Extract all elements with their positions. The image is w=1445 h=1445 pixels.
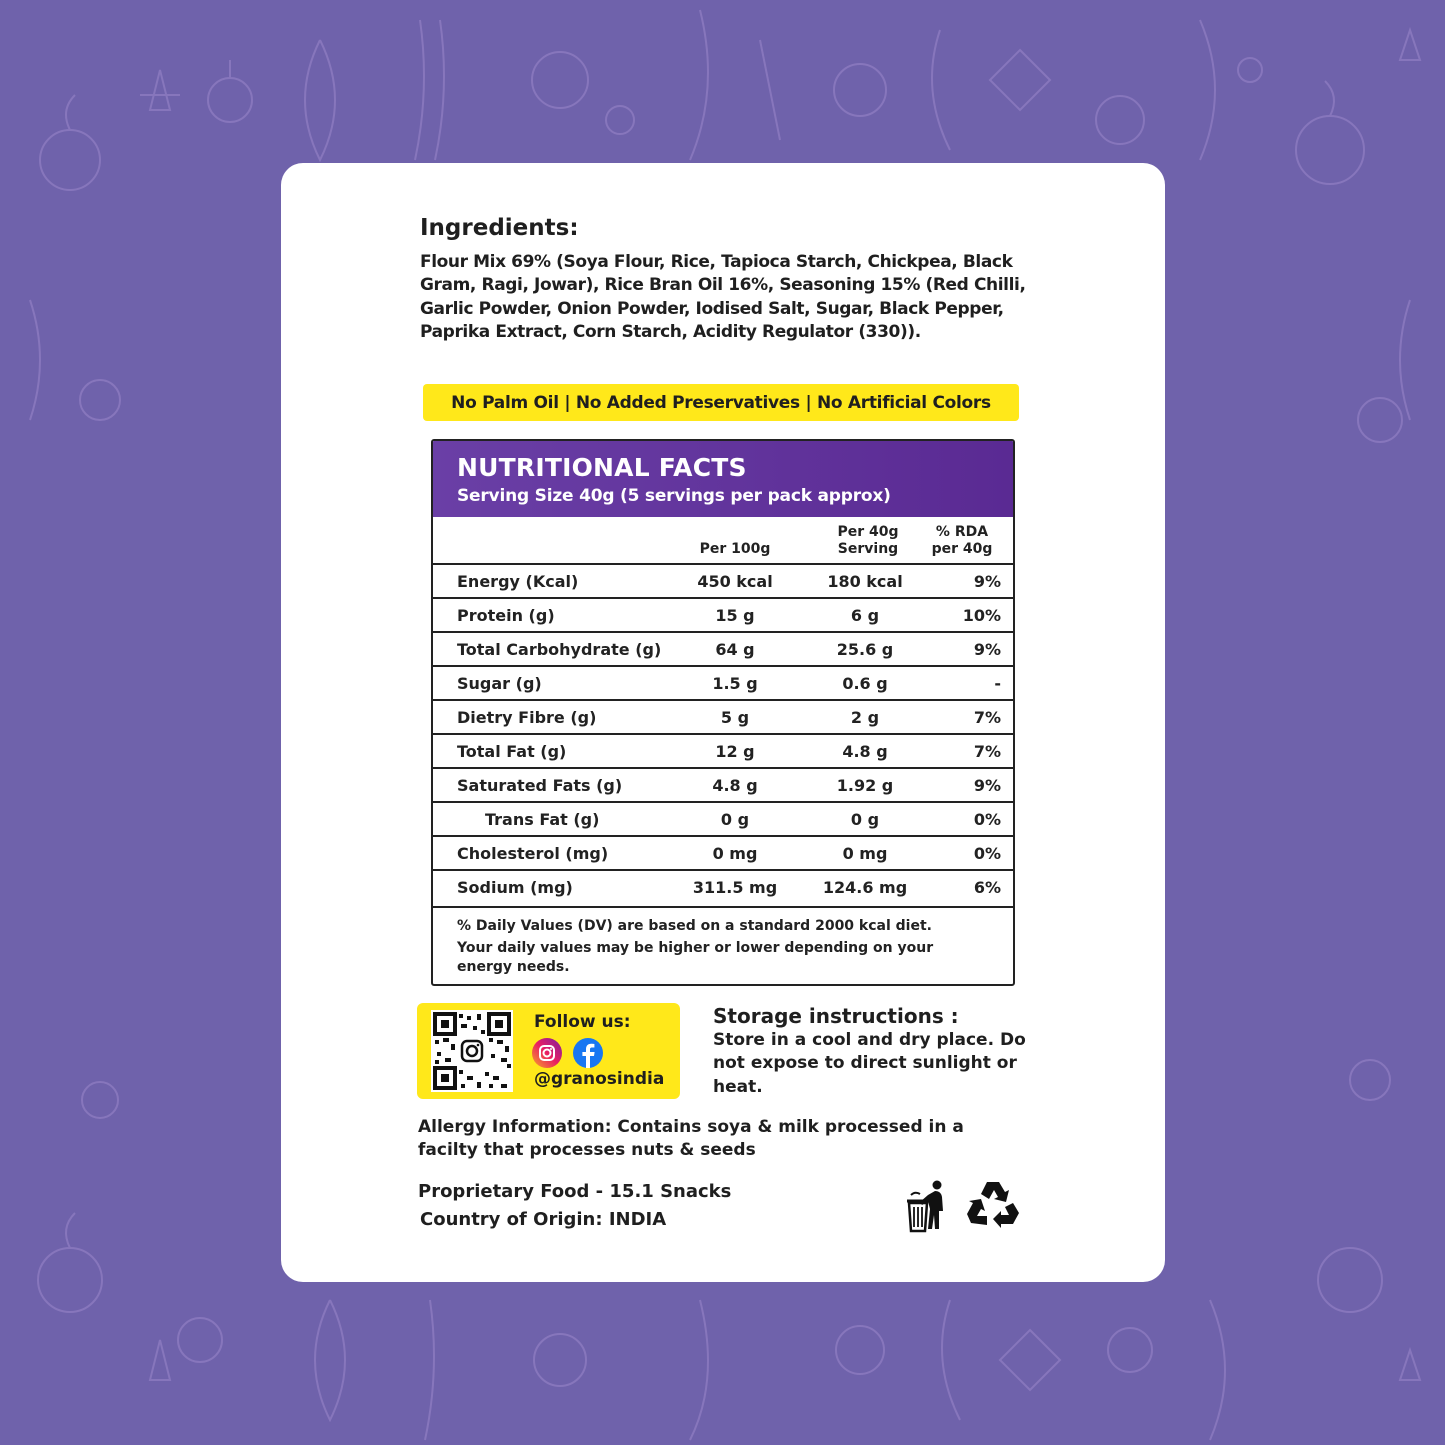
value-per100: 4.8 g [712,776,758,795]
value-per40: 0.6 g [842,674,888,693]
col-header-rda-line1: % RDA [935,524,989,540]
value-per40: 4.8 g [842,742,888,761]
nutrient-name: Trans Fat (g) [485,810,600,829]
value-rda: 9% [973,640,1001,659]
value-per100: 12 g [715,742,755,761]
value-rda: 7% [973,708,1001,727]
value-rda: 0% [973,844,1001,863]
nutrition-title: NUTRITIONAL FACTS [457,453,747,482]
value-rda: 6% [973,878,1001,897]
nutrient-name: Total Fat (g) [457,742,567,761]
social-icons [532,1037,604,1073]
nutrient-name: Energy (Kcal) [457,572,579,591]
value-per100: 0 mg [712,844,758,863]
value-per100: 5 g [720,708,750,727]
value-per100: 1.5 g [712,674,758,693]
value-per40: 0 mg [842,844,888,863]
value-per40: 2 g [850,708,880,727]
col-header-per40-line2: Serving [837,541,899,557]
table-row [433,769,1013,803]
ingredients-text: Flour Mix 69% (Soya Flour, Rice, Tapioca Starch, Chickpea, Black Gram, Ragi, Jowar), Rice Bran Oil 16%, Seasoning 15% (Red Chilli, Garlic Powder, Onion Powder, Iodised Salt, Sugar, Black Pepper, Paprika Extract, Corn Starch, Acidity Regulator (330)). [420,252,1026,342]
table-row [433,701,1013,735]
value-rda: - [994,674,1001,693]
col-header-rda-line2: per 40g [931,541,993,557]
nutrition-header [433,441,1013,517]
qr-code-icon[interactable] [431,1010,513,1092]
nutrient-name: Total Carbohydrate (g) [457,640,662,659]
value-per100: 0 g [720,810,750,829]
instagram-icon[interactable] [532,1038,562,1068]
claims-banner: No Palm Oil | No Added Preservatives | No Artificial Colors [423,384,1019,421]
nutrient-name: Sugar (g) [457,674,542,693]
value-per40: 1.92 g [836,776,894,795]
table-row [433,565,1013,599]
value-per40: 124.6 mg [822,878,908,897]
label-card [281,163,1165,1282]
nutrient-name: Cholesterol (mg) [457,844,609,863]
row-divider [433,906,1013,908]
value-rda: 7% [973,742,1001,761]
nutrient-name: Saturated Fats (g) [457,776,623,795]
recycle-icon [967,1179,1019,1233]
social-handle[interactable]: @granosindia [534,1069,665,1089]
value-per40: 0 g [850,810,880,829]
value-rda: 0% [973,810,1001,829]
value-per100: 64 g [715,640,755,659]
value-rda: 9% [973,572,1001,591]
storage-text: Store in a cool and dry place. Do not expose to direct sunlight or heat. [713,1030,1026,1097]
table-row [433,667,1013,701]
table-row [433,837,1013,871]
value-per40: 25.6 g [836,640,894,659]
country-of-origin: Country of Origin: INDIA [420,1209,667,1230]
value-per40: 6 g [850,606,880,625]
value-per100: 450 kcal [697,572,773,591]
dispose-in-bin-icon [905,1179,949,1237]
facebook-icon[interactable] [573,1038,603,1068]
ingredients-title: Ingredients: [420,215,579,241]
proprietary-food: Proprietary Food - 15.1 Snacks [418,1181,732,1202]
value-per100: 311.5 mg [692,878,778,897]
value-rda: 10% [962,606,1001,625]
value-per40: 180 kcal [827,572,903,591]
value-per100: 15 g [715,606,755,625]
storage-title: Storage instructions : [713,1004,959,1028]
follow-us-box [417,1003,680,1099]
allergy-info: Allergy Information: Contains soya & milk processed in a facilty that processes nuts & seeds [418,1117,964,1160]
col-header-per40-line1: Per 40g [837,524,899,540]
follow-us-label: Follow us: [534,1012,631,1032]
col-header-per40 [818,524,918,558]
table-row [433,599,1013,633]
table-row [433,735,1013,769]
col-header-rda [917,524,1007,558]
serving-size: Serving Size 40g (5 servings per pack approx) [457,486,891,506]
table-row [433,633,1013,667]
col-header-per100: Per 100g [699,541,771,557]
nutrition-facts-table [431,439,1015,986]
table-row [433,803,1013,837]
nutrient-name: Dietry Fibre (g) [457,708,597,727]
table-row [433,871,1013,905]
value-rda: 9% [973,776,1001,795]
daily-value-note [457,917,977,977]
daily-value-note-line2: Your daily values may be higher or lower depending on your energy needs. [457,940,934,975]
nutrient-name: Sodium (mg) [457,878,573,897]
daily-value-note-line1: % Daily Values (DV) are based on a standard 2000 kcal diet. [457,918,932,934]
nutrient-name: Protein (g) [457,606,555,625]
